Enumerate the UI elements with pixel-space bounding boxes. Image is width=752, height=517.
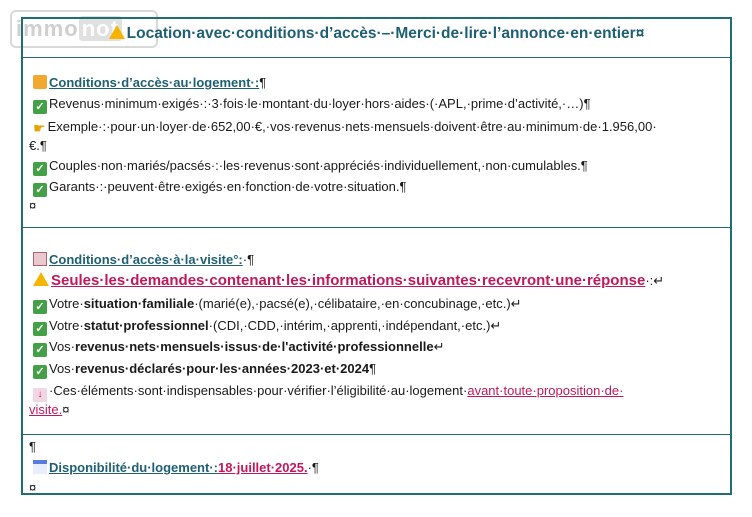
item-text: Revenus·minimum·exigés·:·3·fois·le·montant·du·loyer·hors·aides·(·APL,·prime·d’activité,·…)¶: [49, 96, 591, 111]
note-line: [33, 382, 623, 402]
section2-heading: [33, 251, 254, 268]
note-link[interactable]: avant·toute·proposition·de·: [467, 383, 624, 398]
checkmark-icon: ✓: [33, 365, 47, 379]
list-item: [33, 295, 522, 314]
warning-text: Seules·les·demandes·contenant·les·informations·suivantes·recevront·une·réponse: [51, 272, 646, 289]
clipboard-icon: [33, 252, 47, 266]
row-divider: [23, 57, 730, 58]
pilcrow: ¶: [259, 75, 267, 90]
example-text: Exemple·:·pour·un·loyer·de·652,00·€,·vos·revenus·nets·mensuels·doivent·être·au·minimum·de·1.956,00·: [47, 119, 657, 134]
list-item: [33, 178, 406, 197]
item-text: Garants·:·peuvent·être·exigés·en·fonction·de·votre·situation.¶: [49, 179, 407, 194]
item-pre: Vos·: [49, 361, 76, 376]
section1-heading: [33, 74, 266, 91]
cell-end-text: ¤: [29, 480, 37, 495]
heading-text: Disponibilité·du·logement·:: [49, 460, 218, 475]
checkmark-icon: ✓: [33, 183, 47, 197]
item-bold: revenus·nets·mensuels·issus·de·l'activité·professionnelle: [75, 339, 434, 354]
example-text-end: €.¶: [29, 138, 47, 153]
list-item: [33, 360, 376, 379]
item-pre: Vos·: [49, 339, 76, 354]
checkmark-icon: ✓: [33, 162, 47, 176]
item-post: ↵: [433, 339, 445, 354]
availability-date: 18·juillet·2025.: [217, 460, 308, 475]
cell-end-text: ¤: [62, 402, 70, 417]
example-line: [33, 118, 657, 135]
list-item: [33, 157, 588, 176]
cell-end-text: ¤: [29, 198, 37, 213]
item-bold: statut·professionnel: [83, 318, 209, 333]
calendar-icon: [33, 460, 47, 474]
item-pre: Votre·: [49, 318, 84, 333]
checkmark-icon: ✓: [33, 100, 47, 114]
title-text: Location·avec·conditions·d’accès·–·Merci·de·lire·l’annonce·en·entier: [126, 25, 636, 42]
pointing-hand-icon: ☛: [33, 120, 46, 136]
pilcrow: ·¶: [307, 460, 319, 475]
download-arrow-icon: ↓: [33, 388, 47, 402]
warning-icon: [33, 272, 49, 286]
list-item: [33, 317, 501, 336]
warning-icon: [109, 25, 125, 39]
pilcrow: ·¶: [242, 252, 255, 267]
note-link-end[interactable]: visite.: [29, 402, 63, 417]
note-line-2: [29, 401, 69, 418]
list-item: [33, 338, 444, 357]
checkmark-icon: ✓: [33, 300, 47, 314]
list-item: [33, 95, 591, 114]
heading-text: Conditions·d’accès·au·logement·:: [49, 75, 260, 90]
empty-paragraph: [29, 438, 36, 455]
cell-end-mark: ¤: [635, 25, 645, 42]
item-post: ¶: [369, 361, 377, 376]
availability-line: [33, 459, 319, 476]
item-pre: Votre·: [49, 296, 84, 311]
warning-end: ·:↵: [645, 273, 665, 288]
document-table: [21, 17, 732, 495]
checkmark-icon: ✓: [33, 322, 47, 336]
item-bold: revenus·déclarés·pour·les·années·2023·et·2024: [75, 361, 370, 376]
item-bold: situation·familiale: [83, 296, 195, 311]
item-text: Couples·non·mariés/pacsés·:·les·revenus·sont·appréciés·individuellement,·non·cumulables.¶: [49, 158, 588, 173]
row-divider: [23, 434, 730, 435]
logo-text: immo: [16, 16, 79, 41]
pilcrow: ¶: [29, 439, 36, 454]
item-post: ·(CDI,·CDD,·intérim,·apprenti,·indépendant,·etc.)↵: [208, 318, 502, 333]
heading-text: Conditions·d’accès·à·la·visite°:: [49, 252, 243, 267]
example-line-2: [29, 137, 47, 154]
logo-text-highlight: not: [79, 16, 122, 41]
cell-end-mark: [29, 479, 36, 496]
checkmark-icon: ✓: [33, 343, 47, 357]
row-divider: [23, 227, 730, 228]
cell-end-mark: [29, 197, 36, 214]
lock-icon: [33, 75, 47, 89]
item-post: ·(marié(e),·pacsé(e),·célibataire,·en·concubinage,·etc.)↵: [194, 296, 522, 311]
warning-line: [33, 272, 664, 289]
document-title: [23, 25, 730, 43]
note-text: ·Ces·éléments·sont·indispensables·pour·vérifier·l’éligibilité·au·logement·: [49, 383, 468, 398]
